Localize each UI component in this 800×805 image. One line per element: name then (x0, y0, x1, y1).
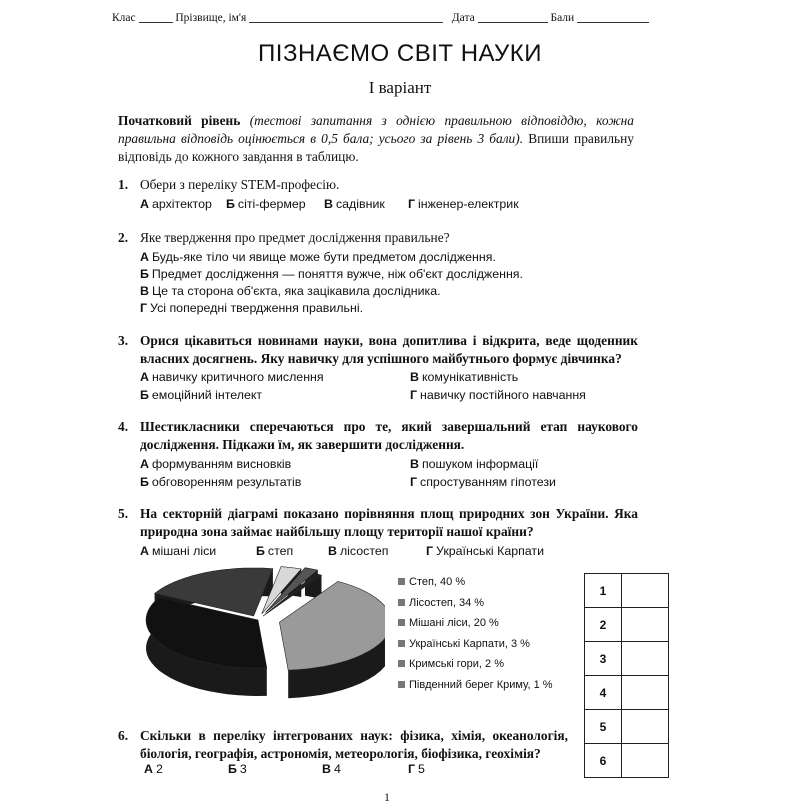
legend-label: Південний берег Криму, 1 % (409, 678, 553, 691)
pie-chart (140, 560, 385, 710)
question-number: 5. (118, 506, 129, 521)
question-number: 4. (118, 419, 129, 434)
option-g[interactable]: Г 5 (408, 762, 425, 776)
answer-number: 4 (585, 676, 622, 710)
answer-cell[interactable] (622, 744, 669, 778)
option-v[interactable]: В лісостеп (328, 544, 389, 558)
page-title: ПІЗНАЄМО СВІТ НАУКИ (258, 40, 542, 67)
option-v[interactable]: В пошуком інформації (410, 457, 539, 471)
option-b[interactable]: Б обговоренням результатів (140, 475, 302, 489)
answer-number: 1 (585, 574, 622, 608)
answer-cell[interactable] (622, 574, 669, 608)
legend-swatch (398, 578, 405, 585)
question-5 (118, 505, 638, 541)
option-b[interactable]: Б Предмет дослідження — поняття вужче, ніж об'єкт дослідження. (140, 267, 523, 281)
legend-swatch (398, 640, 405, 647)
option-v[interactable]: В Це та сторона об'єкта, яка зацікавила дослідника. (140, 284, 441, 298)
option-g[interactable]: Г Усі попередні твердження правильні. (140, 301, 364, 315)
legend-label: Мішані ліси, 20 % (409, 617, 499, 629)
question-2 (118, 229, 638, 247)
option-b[interactable]: Б 3 (228, 762, 247, 776)
option-g[interactable]: Г інженер-електрик (408, 197, 519, 211)
intro-text (118, 112, 634, 166)
score-label: Бали (550, 12, 575, 24)
answer-cell[interactable] (622, 642, 669, 676)
answer-cell[interactable] (622, 710, 669, 744)
answer-row (585, 710, 669, 744)
date-label: Дата (451, 12, 475, 24)
answer-number: 2 (585, 608, 622, 642)
option-v[interactable]: В садівник (324, 197, 385, 211)
legend-item (398, 576, 465, 588)
legend-swatch (398, 599, 405, 606)
header-fields (112, 12, 649, 24)
answer-row (585, 744, 669, 778)
legend-item (398, 679, 553, 691)
answer-table (584, 573, 669, 778)
question-number: 1. (118, 177, 129, 192)
legend-swatch (398, 681, 405, 688)
answer-row (585, 676, 669, 710)
option-a[interactable]: А 2 (144, 762, 163, 776)
option-g[interactable]: Г спростуванням гіпотези (410, 475, 556, 489)
answer-cell[interactable] (622, 608, 669, 642)
level-instruction: Впиши правильну відповідь до кожного завдання в таблицю. (118, 131, 634, 164)
legend-label: Лісостеп, 34 % (409, 596, 485, 609)
answer-cell[interactable] (622, 676, 669, 710)
question-text: Орися цікавиться новинами науки, вона допитлива і відкрита, веде щоденник власних досягнень. Яку навичку для успішного майбутнього формує дівчинка? (140, 333, 638, 366)
legend-item (398, 597, 484, 609)
option-g[interactable]: Г навичку постійного навчання (410, 388, 586, 402)
question-4 (118, 418, 638, 454)
legend-label: Степ, 40 % (409, 576, 466, 588)
question-text: Обери з переліку STEM-професію. (140, 177, 340, 192)
question-number: 2. (118, 230, 129, 245)
option-b[interactable]: Б степ (256, 544, 294, 558)
legend-label: Кримські гори, 2 % (409, 658, 504, 670)
answer-row (585, 642, 669, 676)
question-text: Яке твердження про предмет дослідження правильне? (140, 230, 450, 245)
answer-number: 6 (585, 744, 622, 778)
answer-row (585, 574, 669, 608)
option-v[interactable]: В комунікативність (410, 370, 519, 384)
question-number: 6. (118, 728, 129, 743)
name-field[interactable] (249, 22, 443, 23)
answer-number: 3 (585, 642, 622, 676)
answer-number: 5 (585, 710, 622, 744)
option-a[interactable]: А мішані ліси (140, 544, 217, 558)
class-field[interactable] (139, 22, 173, 23)
option-g[interactable]: Г Українські Карпати (426, 544, 545, 558)
option-v[interactable]: В 4 (322, 762, 341, 776)
option-a[interactable]: А архітектор (140, 197, 212, 211)
option-a[interactable]: А навичку критичного мислення (140, 370, 324, 384)
name-label: Прізвище, ім'я (175, 12, 247, 24)
option-b[interactable]: Б емоційний інтелект (140, 388, 263, 402)
date-field[interactable] (478, 22, 548, 23)
level-title: Початковий рівень (118, 113, 241, 128)
option-a[interactable]: А Будь-яке тіло чи явище може бути предметом дослідження. (140, 250, 496, 264)
legend-item (398, 617, 499, 629)
legend-item (398, 638, 530, 650)
question-text: Скільки в переліку інтегрованих наук: фізика, хімія, океанологія, біологія, географія, астрономія, метеорологія, біофізика, геохімія? (140, 728, 568, 761)
answer-row (585, 608, 669, 642)
legend-label: Українські Карпати, 3 % (409, 637, 530, 650)
question-3 (118, 332, 638, 368)
legend-item (398, 658, 504, 670)
question-text: На секторній діаграмі показано порівняння площ природних зон України. Яка природна зона займає найбільшу площу території нашої країни? (140, 506, 638, 539)
question-1 (118, 176, 638, 194)
class-label: Клас (112, 12, 136, 24)
score-field[interactable] (577, 22, 649, 23)
option-b[interactable]: Б сіті-фермер (226, 197, 306, 211)
question-number: 3. (118, 333, 129, 348)
question-6 (118, 727, 568, 763)
question-text: Шестикласники сперечаються про те, який завершальний етап наукового дослідження. Підкажи їм, як завершити дослідження. (140, 419, 638, 452)
level-description: (тестові запитання з однією правильною відповіддю, кожна правильна відповідь оцінюється в 0,5 бала; усього за рівень 3 бали). (118, 113, 634, 146)
option-a[interactable]: А формуванням висновків (140, 457, 292, 471)
legend-swatch (398, 619, 405, 626)
page-number: 1 (384, 790, 390, 804)
legend-swatch (398, 660, 405, 667)
variant-label: І варіант (368, 78, 432, 97)
